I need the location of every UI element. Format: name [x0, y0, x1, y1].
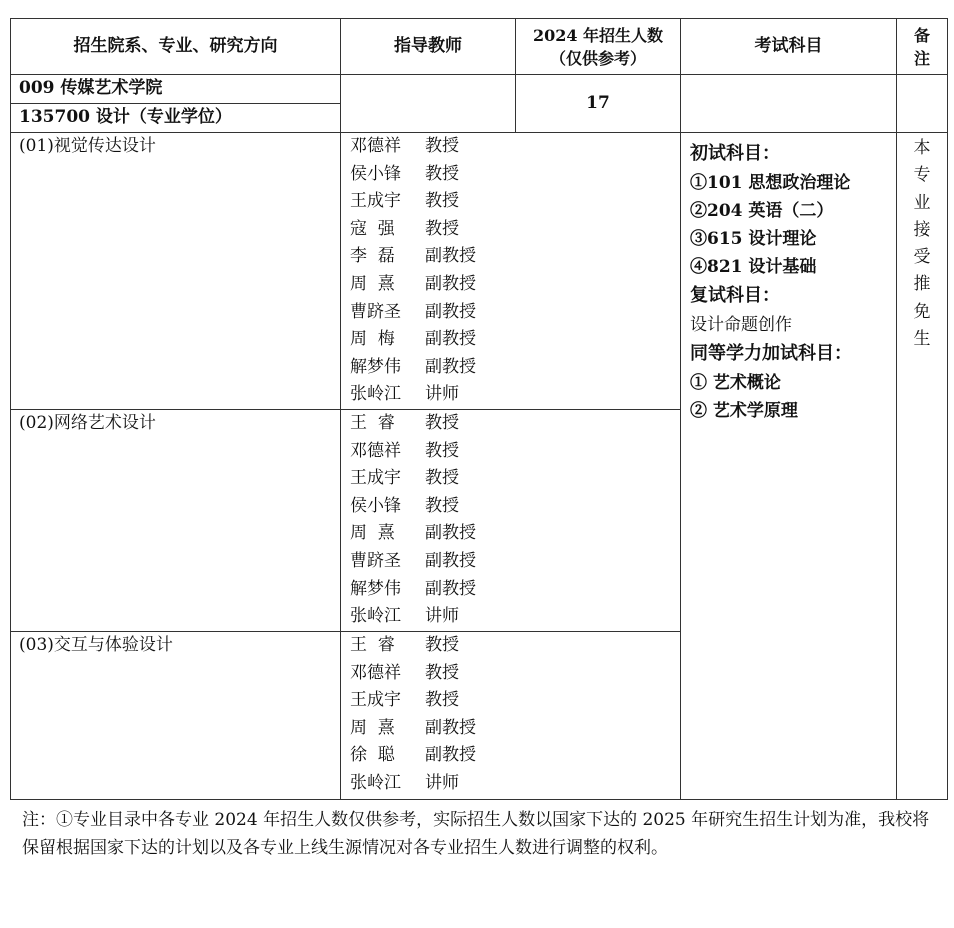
header-remarks-line2: 注	[913, 48, 930, 68]
teacher-name: 李 磊	[350, 246, 395, 267]
teacher-entry	[341, 493, 680, 521]
college-row	[11, 75, 948, 104]
teacher-title: 讲师	[425, 772, 459, 793]
enrollment-count: 17	[516, 75, 681, 133]
teacher-name: 侯小锋	[350, 163, 401, 184]
direction-name: (01)视觉传达设计	[11, 133, 341, 410]
teacher-name: 邓德祥	[350, 440, 401, 461]
teacher-name: 张岭江	[350, 606, 401, 627]
header-enrollment	[516, 19, 681, 75]
teacher-name: 周 熹	[350, 523, 395, 544]
teacher-title: 教授	[425, 662, 459, 683]
teacher-entry	[341, 770, 680, 798]
teacher-name: 王 睿	[350, 413, 395, 433]
teacher-name: 徐 聪	[350, 745, 395, 766]
teacher-name: 王 睿	[350, 635, 395, 655]
major-name: 135700 设计（专业学位）	[11, 104, 341, 133]
teacher-title: 教授	[425, 136, 459, 156]
remark-char: 专	[913, 165, 931, 186]
remark-char: 接	[913, 219, 931, 240]
teacher-entry	[341, 520, 680, 548]
remark-char: 本	[913, 138, 931, 158]
teacher-name: 王成宇	[350, 690, 401, 711]
teacher-list	[341, 632, 681, 800]
retest-exam-item: 设计命题创作	[690, 315, 792, 335]
header-college-major: 招生院系、专业、研究方向	[11, 19, 341, 75]
teacher-title: 副教授	[425, 301, 476, 322]
teacher-title: 副教授	[425, 578, 476, 599]
teacher-name: 解梦伟	[350, 356, 401, 377]
teacher-name: 周 熹	[350, 717, 395, 738]
initial-exam-item: ③615 设计理论	[690, 229, 817, 249]
teacher-title: 教授	[425, 413, 459, 433]
teacher-entry	[341, 438, 680, 466]
remarks-vertical-text	[897, 133, 948, 800]
exam-subjects	[681, 133, 897, 800]
teacher-name: 周 熹	[350, 273, 395, 294]
teacher-title: 副教授	[425, 273, 476, 294]
teacher-entry	[341, 660, 680, 688]
header-supervisor: 指导教师	[341, 19, 516, 75]
teacher-list	[341, 410, 681, 632]
enrollment-catalog-table	[10, 18, 948, 800]
teacher-name: 周 梅	[350, 329, 395, 350]
header-remarks-line1: 备	[913, 25, 930, 45]
teacher-entry	[341, 133, 680, 161]
teacher-entry	[341, 381, 680, 409]
teacher-entry	[341, 576, 680, 604]
teacher-title: 教授	[425, 191, 459, 212]
college-exam-empty	[681, 75, 897, 133]
footnote: 注：①专业目录中各专业 2024 年招生人数仅供参考，实际招生人数以国家下达的 2025 年研究生招生计划为准，我校将保留根据国家下达的计划以及各专业上线生源情况对各专业招生人数进行调整的权利。	[22, 810, 930, 858]
teacher-title: 副教授	[425, 717, 476, 738]
extra-exam-item: ① 艺术概论	[690, 373, 781, 393]
teacher-entry	[341, 632, 680, 660]
teacher-name: 王成宇	[350, 468, 401, 489]
teacher-title: 教授	[425, 468, 459, 489]
header-exam-subjects: 考试科目	[681, 19, 897, 75]
initial-exam-item: ①101 思想政治理论	[690, 173, 851, 193]
teacher-title: 教授	[425, 163, 459, 184]
college-remarks-empty	[897, 75, 948, 133]
remark-char: 免	[913, 301, 931, 322]
teacher-title: 副教授	[425, 246, 476, 267]
header-enrollment-line2: （仅供参考）	[549, 48, 646, 68]
teacher-entry	[341, 742, 680, 770]
teacher-name: 寇 强	[350, 218, 395, 239]
header-enrollment-line1: 2024 年招生人数	[532, 25, 664, 45]
teacher-name: 张岭江	[350, 772, 401, 793]
college-supervisor-empty	[341, 75, 516, 133]
header-remarks	[897, 19, 948, 75]
teacher-entry	[341, 243, 680, 271]
teacher-entry	[341, 687, 680, 715]
remark-char: 受	[913, 247, 931, 268]
teacher-title: 教授	[425, 218, 459, 239]
initial-exam-item: ②204 英语（二）	[690, 201, 834, 221]
teacher-title: 讲师	[425, 606, 459, 627]
teacher-title: 副教授	[425, 329, 476, 350]
teacher-title: 教授	[425, 440, 459, 461]
teacher-entry	[341, 548, 680, 576]
teacher-name: 曹跻圣	[350, 550, 401, 571]
retest-exam-heading: 复试科目：	[690, 285, 780, 306]
teacher-title: 副教授	[425, 550, 476, 571]
college-name: 009 传媒艺术学院	[11, 75, 341, 104]
initial-exam-heading: 初试科目：	[690, 143, 780, 164]
teacher-entry	[341, 465, 680, 493]
teacher-title: 教授	[425, 635, 459, 655]
remark-char: 生	[913, 329, 931, 350]
direction-name: (02)网络艺术设计	[11, 410, 341, 632]
teacher-title: 教授	[425, 690, 459, 711]
teacher-name: 解梦伟	[350, 578, 401, 599]
teacher-entry	[341, 188, 680, 216]
teacher-entry	[341, 410, 680, 438]
teacher-entry	[341, 161, 680, 189]
teacher-name: 张岭江	[350, 384, 401, 405]
teacher-entry	[341, 603, 680, 631]
teacher-list	[341, 133, 681, 410]
teacher-name: 王成宇	[350, 191, 401, 212]
teacher-title: 教授	[425, 495, 459, 516]
teacher-entry	[341, 354, 680, 382]
teacher-title: 副教授	[425, 523, 476, 544]
teacher-entry	[341, 216, 680, 244]
teacher-entry	[341, 271, 680, 299]
extra-exam-heading: 同等学力加试科目：	[690, 343, 852, 364]
initial-exam-item: ④821 设计基础	[690, 257, 817, 277]
teacher-name: 曹跻圣	[350, 301, 401, 322]
teacher-entry	[341, 715, 680, 743]
teacher-name: 邓德祥	[350, 662, 401, 683]
teacher-name: 侯小锋	[350, 495, 401, 516]
teacher-name: 邓德祥	[350, 136, 401, 156]
teacher-title: 讲师	[425, 384, 459, 405]
header-row	[11, 19, 948, 75]
extra-exam-item: ② 艺术学原理	[690, 401, 798, 421]
teacher-title: 副教授	[425, 745, 476, 766]
direction-name: (03)交互与体验设计	[11, 632, 341, 800]
remark-char: 业	[913, 192, 931, 213]
remark-char: 推	[913, 274, 931, 295]
direction-row-01	[11, 133, 948, 410]
teacher-entry	[341, 326, 680, 354]
teacher-title: 副教授	[425, 356, 476, 377]
teacher-entry	[341, 299, 680, 327]
